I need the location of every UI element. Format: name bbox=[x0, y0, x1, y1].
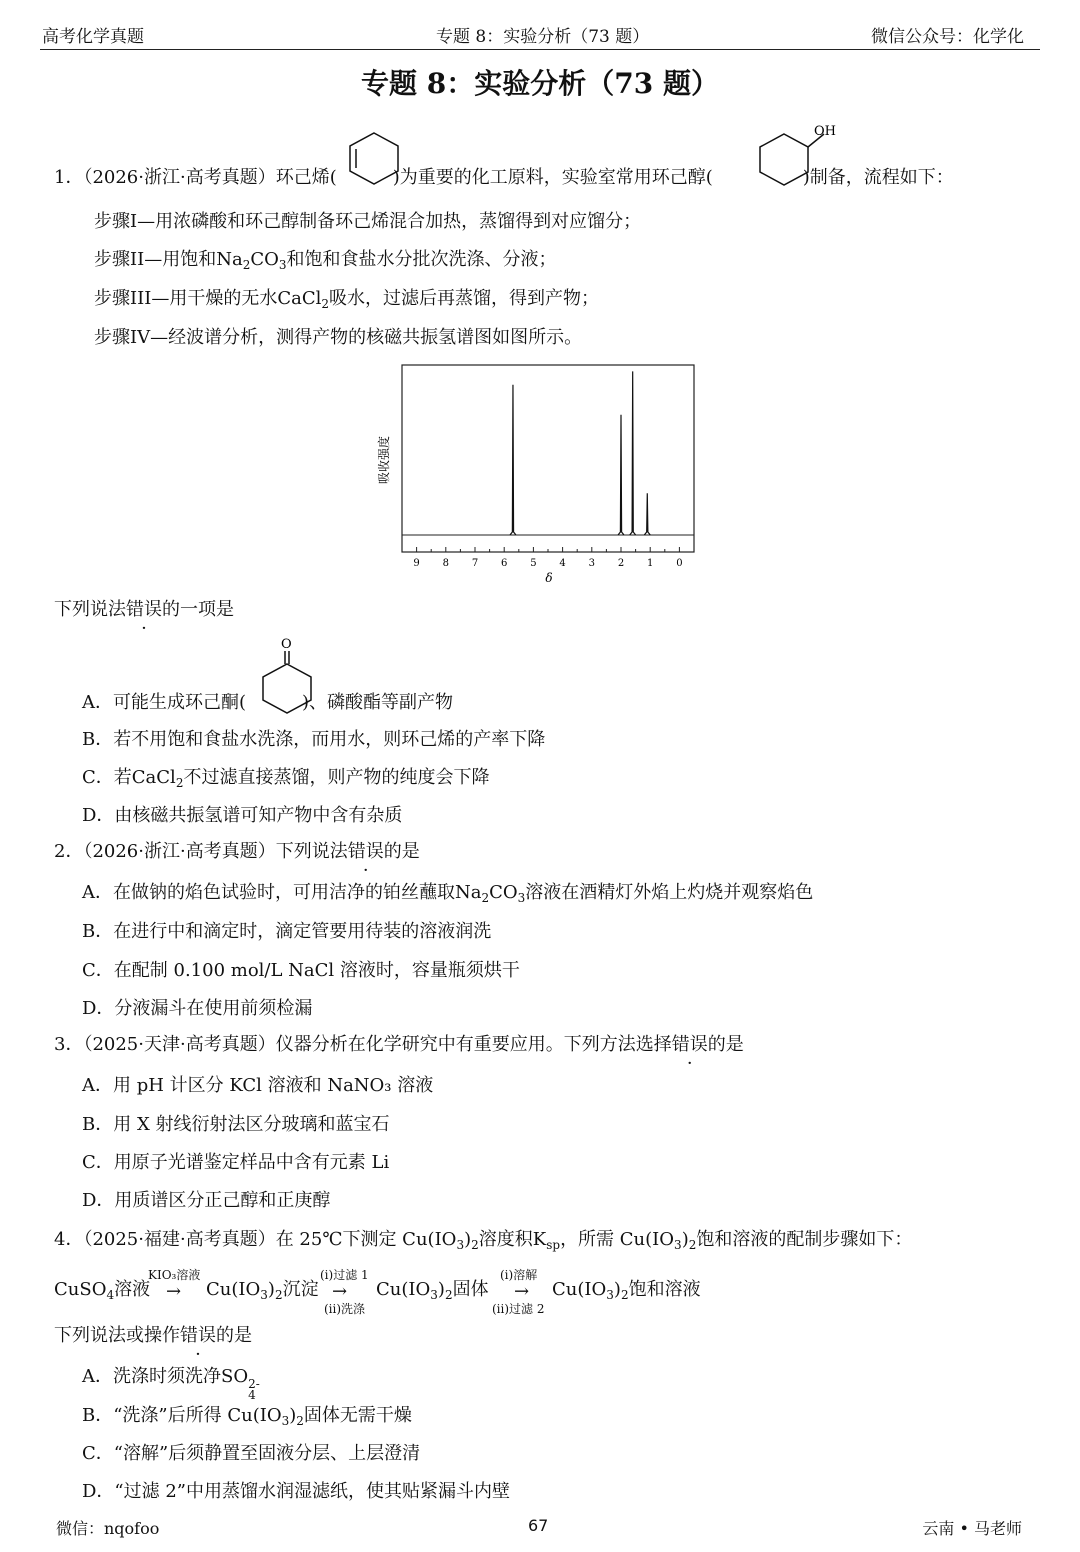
flow-ppt-c: ) bbox=[267, 1279, 275, 1300]
q2-option-a-2: 2 bbox=[481, 891, 490, 905]
nmr-peak bbox=[510, 385, 516, 535]
flow-precipitate bbox=[206, 1278, 319, 1307]
q4-option-a-index: 4 bbox=[248, 1388, 256, 1402]
q2-option-a-5: 溶液在酒精灯外焰上灼烧并观察焰色 bbox=[525, 882, 814, 903]
q2-stem-c: 的是 bbox=[383, 841, 420, 862]
q3-stem-emph: 错误 bbox=[671, 1034, 708, 1055]
oh-label: OH bbox=[814, 124, 836, 139]
flow-solid-a: Cu(IO bbox=[376, 1279, 431, 1300]
q4-stem-9: ) bbox=[681, 1229, 689, 1250]
ketone-o-label: O bbox=[281, 637, 292, 652]
q4-stem-3: ) bbox=[464, 1229, 472, 1250]
q2-stem bbox=[54, 840, 420, 864]
q1-option-a-1: A．可能生成环己酮( bbox=[82, 692, 247, 713]
q4-option-c: C．“溶解”后须静置至固液分层、上层澄清 bbox=[82, 1443, 421, 1464]
q4-option-b-1: B．“洗涤”后所得 Cu(IO bbox=[82, 1405, 282, 1426]
q1-step2 bbox=[94, 248, 557, 277]
q1-option-b: B．若不用饱和食盐水洗涤，而用水，则环己烯的产率下降 bbox=[82, 729, 546, 750]
q4-option-d: D．“过滤 2”中用蒸馏水润湿滤纸，使其贴紧漏斗内壁 bbox=[82, 1481, 511, 1502]
flow-ppt-e: 沉淀 bbox=[282, 1279, 319, 1300]
flow-reagent-kio3: KIO₃溶液 bbox=[148, 1268, 201, 1282]
flow-ppt-a: Cu(IO bbox=[206, 1279, 261, 1300]
q4-stem-1: 4．（2025·福建·高考真题）在 25℃下测定 Cu(IO bbox=[54, 1229, 457, 1250]
q4-option-b-2: 3 bbox=[281, 1414, 290, 1428]
q2-stem-a: 2．（2026·浙江·高考真题）下列说法 bbox=[54, 841, 348, 862]
page-number: 67 bbox=[528, 1516, 549, 1535]
q1-step4: 步骤IV—经波谱分析，测得产物的核磁共振氢谱图如图所示。 bbox=[94, 327, 583, 348]
q4-stem-7: ，所需 Cu(IO bbox=[560, 1229, 675, 1250]
flow-cuso4-a: CuSO bbox=[54, 1279, 107, 1300]
flow-cuso4-c: 溶液 bbox=[114, 1279, 151, 1300]
q4-question-emph: 错误 bbox=[180, 1325, 216, 1346]
q4-stem-2: 3 bbox=[456, 1238, 465, 1252]
q1-step2-d: 3 bbox=[278, 258, 287, 272]
nmr-ylabel: 吸收强度 bbox=[377, 435, 391, 485]
q3-option-a: A．用 pH 计区分 KCl 溶液和 NaNO₃ 溶液 bbox=[82, 1075, 434, 1096]
q2-option-d: D．分液漏斗在使用前须检漏 bbox=[82, 998, 313, 1019]
q1-question-emph: 错误 bbox=[126, 599, 162, 620]
q2-option-a bbox=[82, 881, 813, 910]
flow-solid-c: ) bbox=[437, 1279, 445, 1300]
flow-cuso4 bbox=[54, 1278, 150, 1307]
x-tick-label: 9 bbox=[413, 558, 420, 569]
header-divider bbox=[40, 49, 1040, 50]
q1-option-a bbox=[82, 691, 453, 715]
nmr-xlabel: δ bbox=[545, 571, 553, 585]
nmr-peak bbox=[618, 415, 624, 535]
header-center: 专题 8：实验分析（73 题） bbox=[436, 27, 650, 47]
footer-right: 云南 • 马老师 bbox=[922, 1519, 1022, 1538]
q1-step3-b: 2 bbox=[321, 297, 330, 311]
q4-option-b-3: ) bbox=[289, 1405, 297, 1426]
flow-ppt-b: 3 bbox=[260, 1288, 268, 1302]
q1-step2-a: 步骤II—用饱和Na bbox=[94, 249, 243, 270]
q4-option-b-4: 2 bbox=[296, 1414, 304, 1428]
flow-saturated bbox=[552, 1278, 701, 1307]
cyclohexene-structure bbox=[344, 127, 404, 189]
x-tick-label: 1 bbox=[647, 558, 654, 569]
q1-step3-c: 吸水，过滤后再蒸馏，得到产物； bbox=[329, 288, 600, 309]
q3-option-b: B．用 X 射线衍射法区分玻璃和蓝宝石 bbox=[82, 1114, 390, 1135]
q1-option-d: D．由核磁共振氢谱可知产物中含有杂质 bbox=[82, 805, 403, 826]
q4-option-a bbox=[82, 1365, 260, 1401]
q4-stem-11: 饱和溶液的配制步骤如下： bbox=[696, 1229, 913, 1250]
flow-dissolve-label: (i)溶解 bbox=[500, 1268, 538, 1282]
q1-question bbox=[54, 598, 234, 622]
flow-cuso4-b: 4 bbox=[106, 1288, 115, 1302]
flow-sat-a: Cu(IO bbox=[552, 1279, 607, 1300]
footer-left: 微信：nqofoo bbox=[56, 1519, 160, 1538]
q1-option-c-3: 不过滤直接蒸馏，则产物的纯度会下降 bbox=[183, 767, 490, 788]
flow-ppt-d: 2 bbox=[274, 1288, 283, 1302]
q1-step3-a: 步骤III—用干燥的无水CaCl bbox=[94, 288, 322, 309]
q2-option-a-1: A．在做钠的焰色试验时，可用洁净的铂丝蘸取Na bbox=[82, 882, 482, 903]
q2-stem-emph: 错误 bbox=[347, 841, 384, 862]
q4-stem-10: 2 bbox=[688, 1238, 697, 1252]
q1-option-c bbox=[82, 766, 489, 795]
q1-step3 bbox=[94, 287, 599, 316]
q4-stem-6: sp bbox=[546, 1238, 561, 1252]
q2-option-a-3: CO bbox=[489, 882, 518, 903]
flow-solid-e: 固体 bbox=[452, 1279, 489, 1300]
q3-option-c: C．用原子光谱鉴定样品中含有元素 Li bbox=[82, 1152, 390, 1173]
q1-option-c-1: C．若CaCl bbox=[82, 767, 176, 788]
flow-sat-d: 2 bbox=[620, 1288, 629, 1302]
x-tick-label: 0 bbox=[676, 558, 683, 569]
flow-filter2-label: (ii)过滤 2 bbox=[492, 1302, 545, 1316]
q4-stem-5: 溶度积K bbox=[478, 1229, 547, 1250]
q1-step2-e: 和饱和食盐水分批次洗涤、分液； bbox=[286, 249, 557, 270]
q3-stem-a: 3．（2025·天津·高考真题）仪器分析在化学研究中有重要应用。下列方法选择 bbox=[54, 1034, 672, 1055]
header-left: 高考化学真题 bbox=[42, 27, 144, 47]
q4-option-b bbox=[82, 1404, 412, 1433]
q4-question-a: 下列说法或操作 bbox=[54, 1325, 180, 1346]
header-right: 微信公众号：化学化 bbox=[871, 27, 1024, 47]
q4-option-a-charge: 2- bbox=[248, 1377, 260, 1391]
nmr-frame bbox=[402, 365, 694, 552]
q1-option-a-2: )、磷酸酯等副产物 bbox=[302, 692, 454, 713]
q4-stem-4: 2 bbox=[471, 1238, 479, 1252]
q1-stem-part3: )制备，流程如下： bbox=[802, 167, 954, 188]
flow-arrow-2: → bbox=[332, 1281, 348, 1302]
q4-stem-8: 3 bbox=[674, 1238, 682, 1252]
q4-option-b-5: 固体无需干燥 bbox=[303, 1405, 412, 1426]
q3-stem bbox=[54, 1033, 744, 1057]
flow-sat-e: 饱和溶液 bbox=[628, 1279, 701, 1300]
q4-question-c: 的是 bbox=[216, 1325, 252, 1346]
nmr-chart bbox=[372, 360, 702, 588]
q1-question-c: 的一项是 bbox=[162, 599, 234, 620]
nmr-peak bbox=[644, 493, 650, 535]
flow-wash-label: (ii)洗涤 bbox=[324, 1302, 366, 1316]
page-title: 专题 8：实验分析（73 题） bbox=[361, 67, 719, 100]
x-tick-label: 5 bbox=[530, 558, 537, 569]
flow-solid-b: 3 bbox=[430, 1288, 438, 1302]
q2-option-b: B．在进行中和滴定时，滴定管要用待装的溶液润洗 bbox=[82, 921, 492, 942]
q2-option-a-4: 3 bbox=[517, 891, 526, 905]
q1-step2-b: 2 bbox=[242, 258, 251, 272]
nmr-peak bbox=[630, 371, 636, 535]
cyclohexanol-structure bbox=[752, 120, 844, 192]
q1-step1: 步骤I—用浓磷酸和环己醇制备环己烯混合加热，蒸馏得到对应馏分； bbox=[94, 211, 642, 232]
x-tick-label: 3 bbox=[588, 558, 595, 569]
q4-question bbox=[54, 1324, 252, 1348]
flow-solid bbox=[376, 1278, 489, 1307]
x-tick-label: 6 bbox=[501, 558, 508, 569]
q1-stem-part2: )为重要的化工原料，实验室常用环己醇( bbox=[392, 167, 713, 188]
flow-arrow-3: → bbox=[514, 1281, 530, 1302]
q1-stem-part1: 1．（2026·浙江·高考真题）环己烯( bbox=[54, 167, 337, 188]
flow-arrow-1: → bbox=[166, 1281, 182, 1302]
flow-sat-c: ) bbox=[613, 1279, 621, 1300]
x-tick-label: 7 bbox=[471, 558, 479, 569]
q3-stem-c: 的是 bbox=[707, 1034, 744, 1055]
q1-option-c-2: 2 bbox=[175, 776, 184, 790]
q1-question-a: 下列说法 bbox=[54, 599, 126, 620]
q2-option-c: C．在配制 0.100 mol/L NaCl 溶液时，容量瓶须烘干 bbox=[82, 960, 520, 981]
q4-stem bbox=[54, 1228, 912, 1257]
x-tick-label: 8 bbox=[442, 558, 449, 569]
flow-filter1-label: (i)过滤 1 bbox=[320, 1268, 369, 1282]
q1-step2-c: CO bbox=[250, 249, 279, 270]
flow-solid-d: 2 bbox=[444, 1288, 453, 1302]
flow-sat-b: 3 bbox=[606, 1288, 614, 1302]
q3-option-d: D．用质谱区分正己醇和正庚醇 bbox=[82, 1190, 331, 1211]
x-tick-label: 2 bbox=[617, 558, 625, 569]
q4-option-a-1: A．洗涤时须洗净SO bbox=[82, 1366, 249, 1387]
x-tick-label: 4 bbox=[559, 558, 566, 569]
